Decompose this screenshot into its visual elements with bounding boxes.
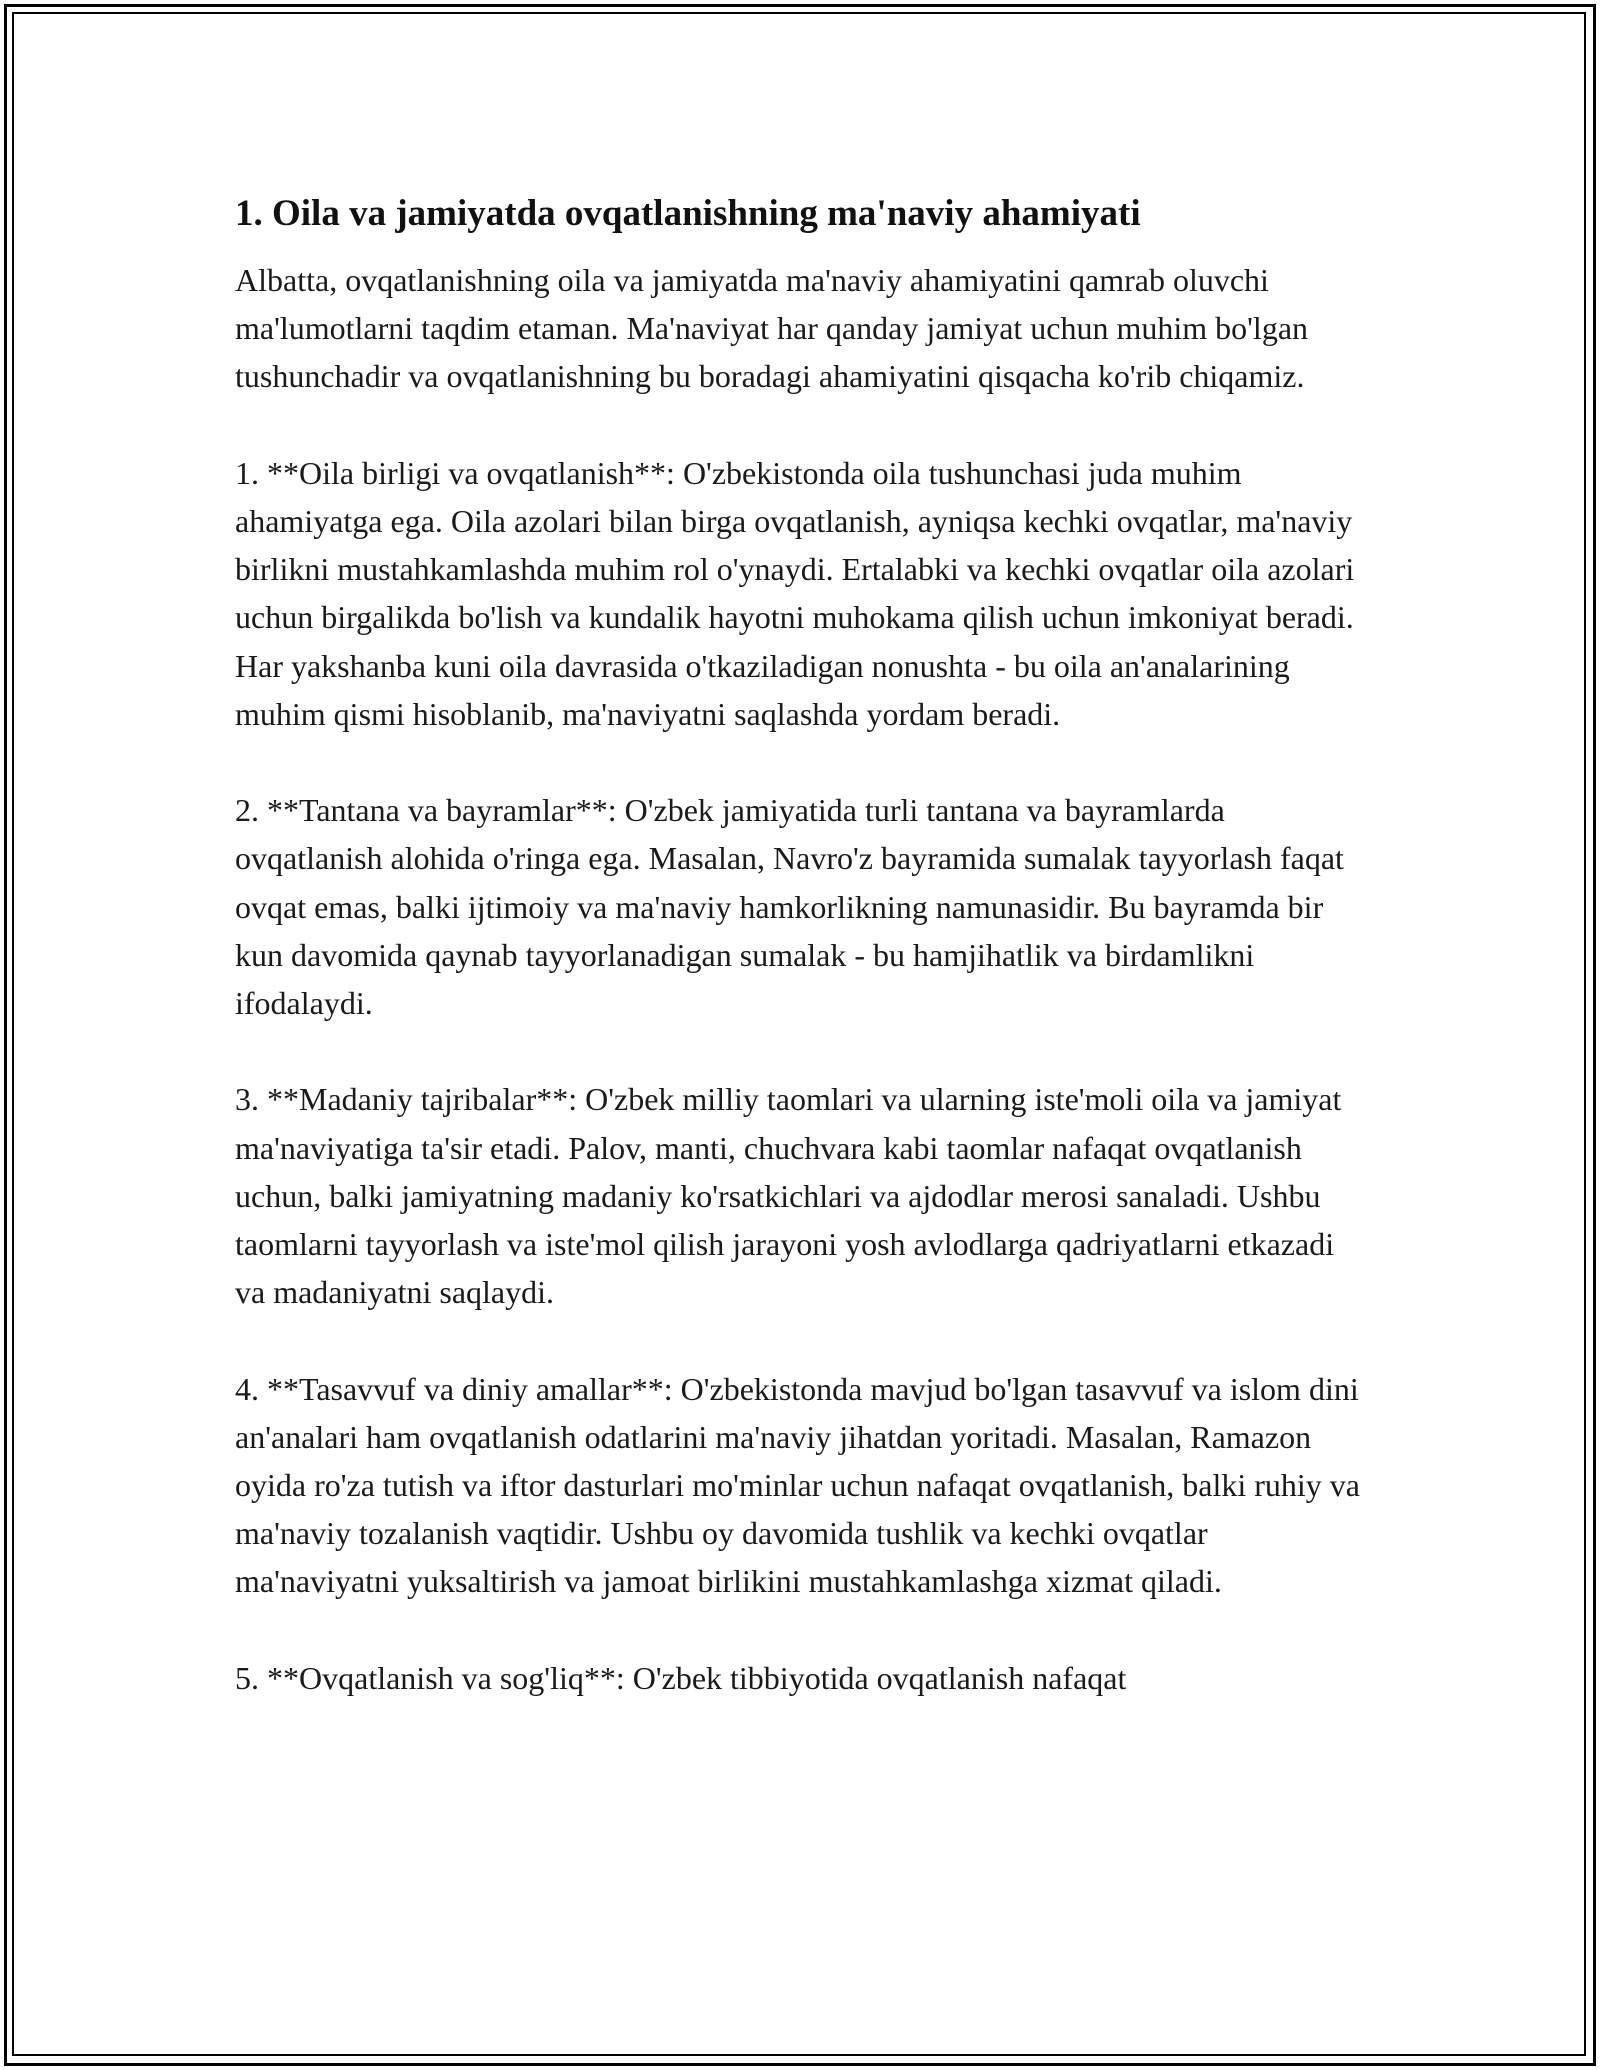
- paragraph-oila-birligi: 1. **Oila birligi va ovqatlanish**: O'zbekistonda oila tushunchasi juda muhim ahamiyatga ega. Oila azolari bilan birga ovqatlanish, ayniqsa kechki ovqatlar, ma'naviy birlikni mustahkamlashda muhim rol o'ynaydi. Ertalabki va kechki ovqatlar oila azolari uchun birgalikda bo'lish va kundalik hayotni muhokama qilish uchun imkoniyat beradi. Har yakshanba kuni oila davrasida o'tkaziladigan nonushta - bu oila an'analarining muhim qismi hisoblanib, ma'naviyatni saqlashda yordam beradi.: [235, 454, 1355, 732]
- paragraph-tasavvuf: 4. **Tasavvuf va diniy amallar**: O'zbekistonda mavjud bo'lgan tasavvuf va islom dini an'analari ham ovqatlanish odatlarini ma'naviy jihatdan yoritadi. Masalan, Ramazon oyida ro'za tutish va iftor dasturlari mo'minlar uchun nafaqat ovqatlanish, balki ruhiy va ma'naviy tozalanish vaqtidir. Ushbu oy davomida tushlik va kechki ovqatlar ma'naviyatni yuksaltirish va jamoat birlikini mustahkamlashga xizmat qiladi.: [235, 1370, 1360, 1600]
- document-body: [235, 186, 1365, 1750]
- intro-paragraph: Albatta, ovqatlanishning oila va jamiyatda ma'naviy ahamiyatini qamrab oluvchi ma'lumotlarni taqdim etaman. Ma'naviyat har qanday jamiyat uchun muhim bo'lgan tushunchadir va ovqatlanishning bu boradagi ahamiyatini qisqacha ko'rib chiqamiz.: [235, 262, 1309, 395]
- section-heading: 1. Oila va jamiyatda ovqatlanishning ma'naviy ahamiyati: [235, 193, 1141, 234]
- paragraph-madaniy: 3. **Madaniy tajribalar**: O'zbek milliy taomlari va ularning iste'moli oila va jamiyat ma'naviyatiga ta'sir etadi. Palov, manti, chuchvara kabi taomlar nafaqat ovqatlanish uchun, balki jamiyatning madaniy ko'rsatkichlari va ajdodlar merosi sanaladi. Ushbu taomlarni tayyorlash va iste'mol qilish jarayoni yosh avlodlarga qadriyatlarni etkazadi va madaniyatni saqlaydi.: [235, 1081, 1342, 1311]
- paragraph-sogliq: 5. **Ovqatlanish va sog'liq**: O'zbek tibbiyotida ovqatlanish nafaqat: [235, 1659, 1127, 1696]
- paragraph-tantana: 2. **Tantana va bayramlar**: O'zbek jamiyatida turli tantana va bayramlarda ovqatlanish alohida o'ringa ega. Masalan, Navro'z bayramida sumalak tayyorlash faqat ovqat emas, balki ijtimoiy va ma'naviy hamkorlikning namunasidir. Bu bayramda bir kun davomida qaynab tayyorlanadigan sumalak - bu hamjihatlik va birdamlikni ifodalaydi.: [235, 792, 1344, 1022]
